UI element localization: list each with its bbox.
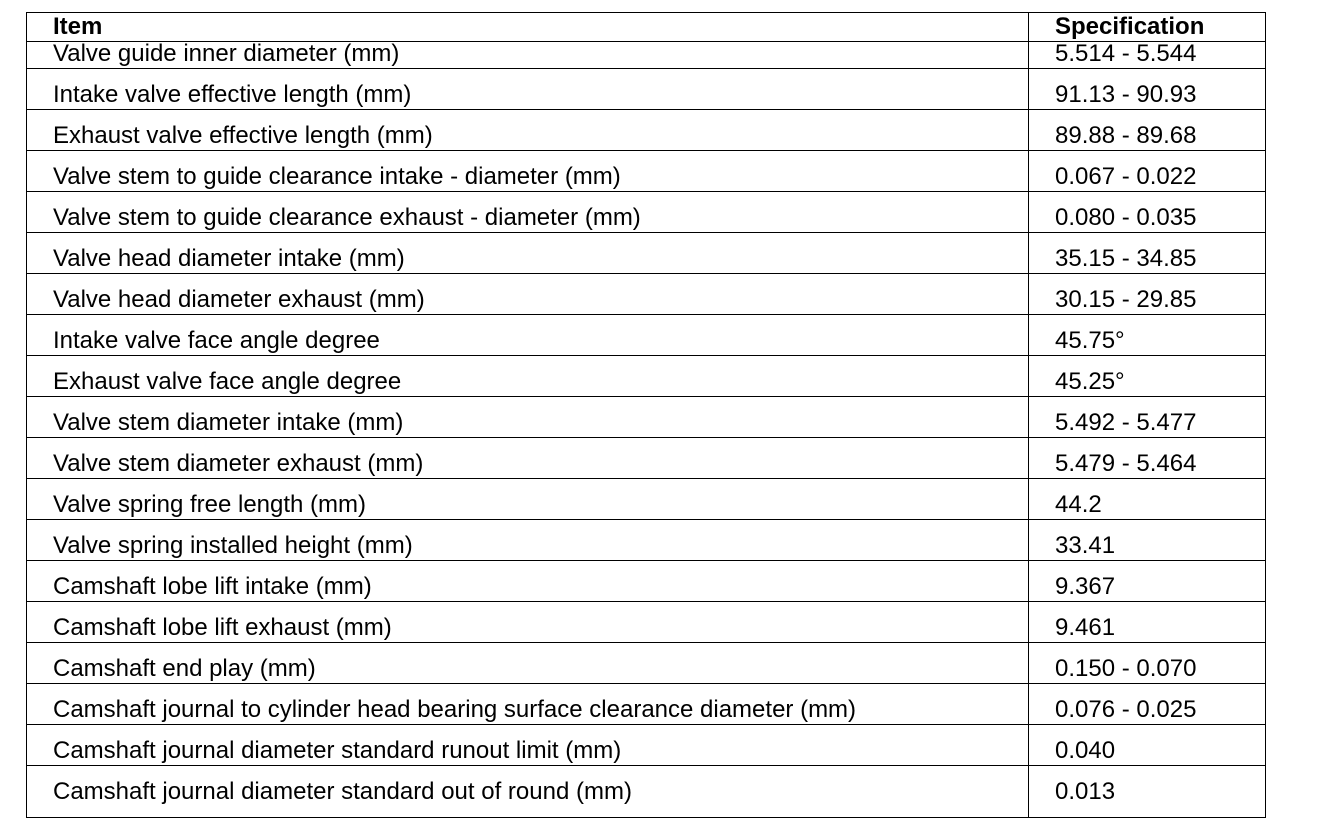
row-spec: 9.461 (1055, 614, 1116, 641)
row-item: Exhaust valve face angle degree (53, 368, 402, 395)
row-item: Camshaft end play (mm) (53, 655, 316, 682)
row-spec: 33.41 (1055, 532, 1116, 559)
table-row (27, 150, 1265, 191)
row-item: Valve head diameter exhaust (mm) (53, 286, 425, 313)
row-item: Camshaft journal diameter standard runout limit (mm) (53, 737, 622, 764)
table-row (27, 355, 1265, 396)
table-row (27, 519, 1265, 560)
table-row (27, 601, 1265, 642)
table-row (27, 273, 1265, 314)
row-item: Valve spring installed height (mm) (53, 532, 413, 559)
row-item: Camshaft journal diameter standard out of round (mm) (53, 778, 632, 805)
row-item: Valve head diameter intake (mm) (53, 245, 405, 272)
table-row (27, 765, 1265, 806)
table-row (27, 314, 1265, 355)
row-item: Valve stem diameter intake (mm) (53, 409, 404, 436)
row-spec: 45.75° (1055, 327, 1125, 354)
table-header-row (27, 13, 1265, 41)
row-spec: 91.13 - 90.93 (1055, 81, 1197, 108)
row-spec: 0.150 - 0.070 (1055, 655, 1197, 682)
row-item: Exhaust valve effective length (mm) (53, 122, 433, 149)
row-spec: 45.25° (1055, 368, 1125, 395)
table-row (27, 396, 1265, 437)
row-item: Valve guide inner diameter (mm) (53, 40, 400, 67)
row-spec: 0.040 (1055, 737, 1116, 764)
table-row (27, 560, 1265, 601)
row-spec: 5.492 - 5.477 (1055, 409, 1197, 436)
row-item: Valve stem diameter exhaust (mm) (53, 450, 424, 477)
table-row (27, 478, 1265, 519)
table-row (27, 41, 1265, 68)
row-spec: 0.080 - 0.035 (1055, 204, 1197, 231)
row-item: Camshaft journal to cylinder head bearing surface clearance diameter (mm) (53, 696, 857, 723)
row-spec: 30.15 - 29.85 (1055, 286, 1197, 313)
row-item: Intake valve effective length (mm) (53, 81, 412, 108)
row-spec: 5.514 - 5.544 (1055, 40, 1197, 67)
row-spec: 89.88 - 89.68 (1055, 122, 1197, 149)
row-spec: 35.15 - 34.85 (1055, 245, 1197, 272)
row-item: Camshaft lobe lift intake (mm) (53, 573, 372, 600)
row-item: Valve spring free length (mm) (53, 491, 367, 518)
row-spec: 9.367 (1055, 573, 1116, 600)
row-item: Camshaft lobe lift exhaust (mm) (53, 614, 392, 641)
row-spec: 0.067 - 0.022 (1055, 163, 1197, 190)
row-spec: 0.076 - 0.025 (1055, 696, 1197, 723)
table-row (27, 724, 1265, 765)
specification-table (26, 12, 1266, 818)
table-row (27, 232, 1265, 273)
header-item: Item (53, 13, 103, 40)
table-row (27, 437, 1265, 478)
table-row (27, 642, 1265, 683)
row-spec: 44.2 (1055, 491, 1102, 518)
table-row (27, 191, 1265, 232)
header-specification: Specification (1055, 13, 1205, 40)
row-spec: 5.479 - 5.464 (1055, 450, 1197, 477)
table-row (27, 683, 1265, 724)
table-row (27, 68, 1265, 109)
row-item: Valve stem to guide clearance exhaust - diameter (mm) (53, 204, 641, 231)
row-item: Intake valve face angle degree (53, 327, 380, 354)
row-spec: 0.013 (1055, 778, 1116, 805)
row-item: Valve stem to guide clearance intake - diameter (mm) (53, 163, 621, 190)
table-row (27, 109, 1265, 150)
